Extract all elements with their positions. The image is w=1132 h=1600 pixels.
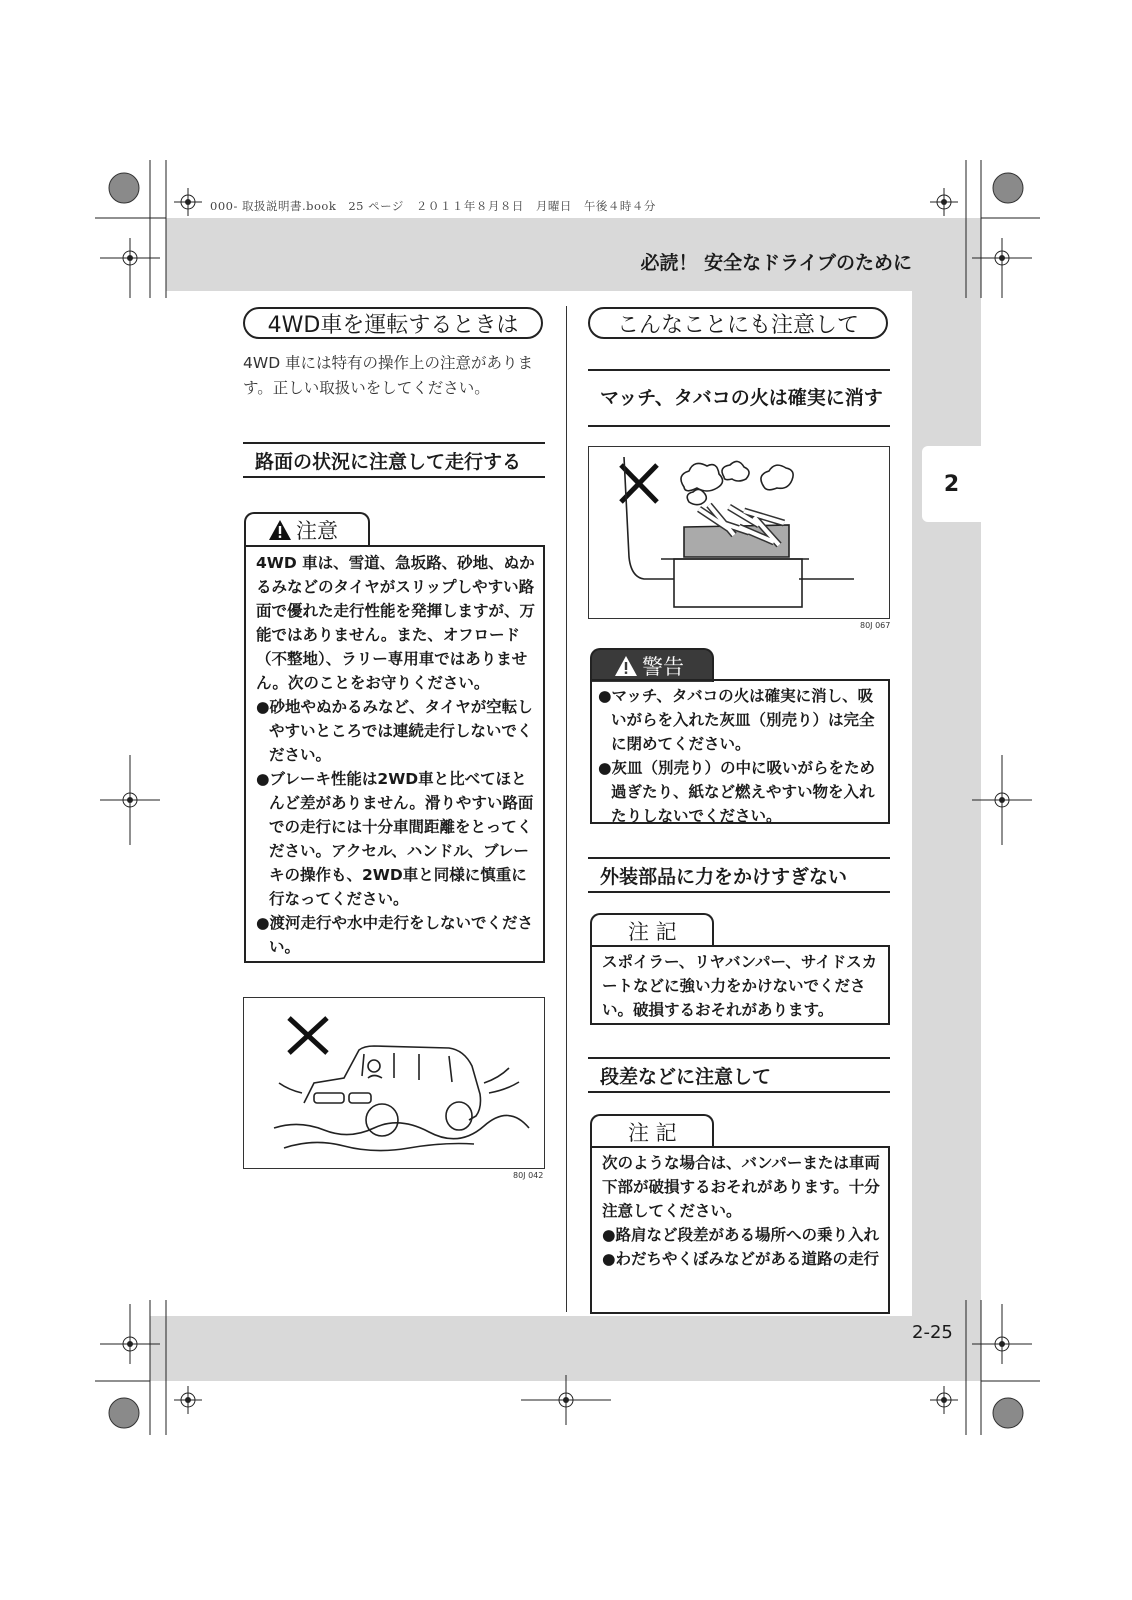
caution-bullet: ●砂地やぬかるみなど、タイヤが空転しやすいところでは連続走行しないでください。 — [256, 698, 533, 764]
warning-label — [590, 648, 714, 682]
intro-text: 4WD 車には特有の操作上の注意があります。正しい取扱いをしてください。 — [243, 354, 534, 397]
page-number: 2-25 — [912, 1322, 953, 1343]
warning-triangle-icon — [268, 519, 292, 541]
warning-label-text: 警告 — [642, 655, 684, 679]
prohibited-x-icon — [289, 1018, 327, 1053]
section-title-caution: こんなことにも注意して — [588, 307, 888, 339]
subhead-match-text: マッチ、タバコの火は確実に消す — [600, 387, 883, 409]
car-water-illustration — [243, 997, 545, 1169]
warning-bullet: ●灰皿（別売り）の中に吸いがらをため過ぎたり、紙など燃えやすい物を入れたりしないでください。 — [598, 759, 876, 825]
car-in-water-image — [244, 998, 544, 1168]
caution-label-text: 注意 — [296, 519, 338, 543]
column-divider — [566, 306, 567, 1312]
note-text: 次のような場合は、バンパーまたは車両下部が破損するおそれがあります。十分注意してください。 — [602, 1154, 880, 1220]
caution-text: 4WD 車は、雪道、急坂路、砂地、ぬかるみなどのタイヤがスリップしやすい路面で優れた走行性能を発揮しますが、万能ではありません。また、オフロード（不整地）、ラリー専用車ではありません。次のことをお守りください。 — [256, 554, 536, 692]
subhead-road: 路面の状況に注意して走行する — [243, 442, 545, 478]
warning-triangle-icon — [614, 655, 638, 677]
note-label: 注 記 — [590, 913, 714, 947]
chapter-tab: 2 — [922, 446, 981, 522]
note-label: 注 記 — [590, 1114, 714, 1148]
subhead-match — [588, 369, 890, 427]
caution-label — [244, 512, 370, 546]
caution-bullet: ●渡河走行や水中走行をしないでください。 — [256, 914, 534, 956]
note-bullet: ●わだちやくぼみなどがある道路の走行 — [602, 1250, 880, 1268]
note-box — [590, 1146, 890, 1314]
warning-box — [590, 679, 890, 824]
subhead-step: 段差などに注意して — [588, 1057, 890, 1093]
ashtray-illustration — [588, 446, 890, 619]
file-info: 000- 取扱説明書.book 25 ページ ２０１１年８月８日 月曜日 午後４時４分 — [210, 199, 656, 213]
note-bullet: ●路肩など段差がある場所への乗り入れ — [602, 1226, 880, 1244]
note-box — [590, 945, 890, 1025]
warning-bullet: ●マッチ、タバコの火は確実に消し、吸いがらを入れた灰皿（別売り）は完全に閉めてください。 — [598, 687, 875, 753]
ashtray-image — [589, 447, 889, 618]
caution-box — [244, 545, 545, 963]
caution-bullet: ●ブレーキ性能は2WD車と比べてほとんど差がありません。滑りやすい路面での走行には十分車間距離をとってください。アクセル、ハンドル、ブレーキの操作も、2WD車と同様に慎重に行なってください。 — [256, 770, 534, 908]
illustration-code-left: 80J 042 — [513, 1171, 544, 1180]
note-text: スポイラー、リヤバンパー、サイドスカートなどに強い力をかけないでください。破損するおそれがあります。 — [602, 953, 878, 1019]
chapter-title: 必読！ 安全なドライブのために — [640, 252, 912, 274]
subhead-exterior: 外装部品に力をかけすぎない — [588, 857, 890, 893]
section-title-4wd: 4WD車を運転するときは — [243, 307, 543, 339]
illustration-code-right: 80J 067 — [860, 621, 891, 630]
